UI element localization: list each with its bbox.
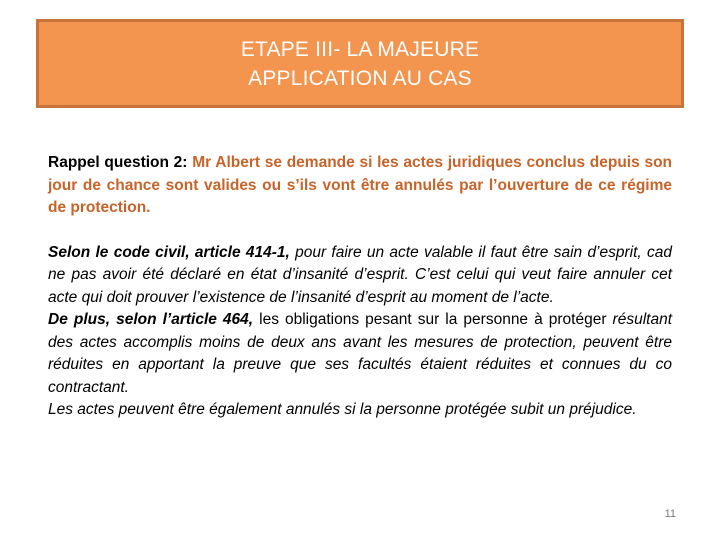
page-number: 11 [664,508,676,520]
slide-title-box [36,19,684,108]
rappel-question-text: Mr Albert se demande si les actes juridiques conclus depuis son jour de chance sont valides ou s’ils vont être annulés par l’ouverture de ce régime de protection. [48,154,673,216]
deplus-text-1: les obligations pesant sur la personne à protéger [259,311,613,328]
deplus-text-2: résultant des actes accomplis moins de deux ans avant les mesures de protection, peuvent être réduites en apportant la preuve que ses facultés étaient réduites et connues du co contractant. [48,311,672,396]
selon-lead: Selon le code civil, article 414-1, [48,243,296,261]
slide-title-line-1: ETAPE III- LA MAJEURE [240,37,480,61]
slide-content [48,152,672,422]
slide-title-line-2: APPLICATION AU CAS [248,66,472,90]
selon-text: pour faire un acte valable il faut être sain d’esprit, cad ne pas avoir été déclaré en état d’insanité d’esprit. C’est celui qui veut faire annuler cet acte qui doit prouver l’existence de l’insanité d’esprit au moment de l’acte. [48,243,672,306]
deplus-lead: De plus, selon l’article 464, [48,311,260,328]
deplus-paragraph [48,309,672,399]
rappel-label: Rappel question 2: [48,154,193,171]
rappel-paragraph [48,152,672,220]
paragraph-spacer [48,220,672,242]
selon-paragraph [48,242,672,310]
actes-paragraph: Les actes peuvent être également annulés si la personne protégée subit un préjudice. [48,401,637,418]
